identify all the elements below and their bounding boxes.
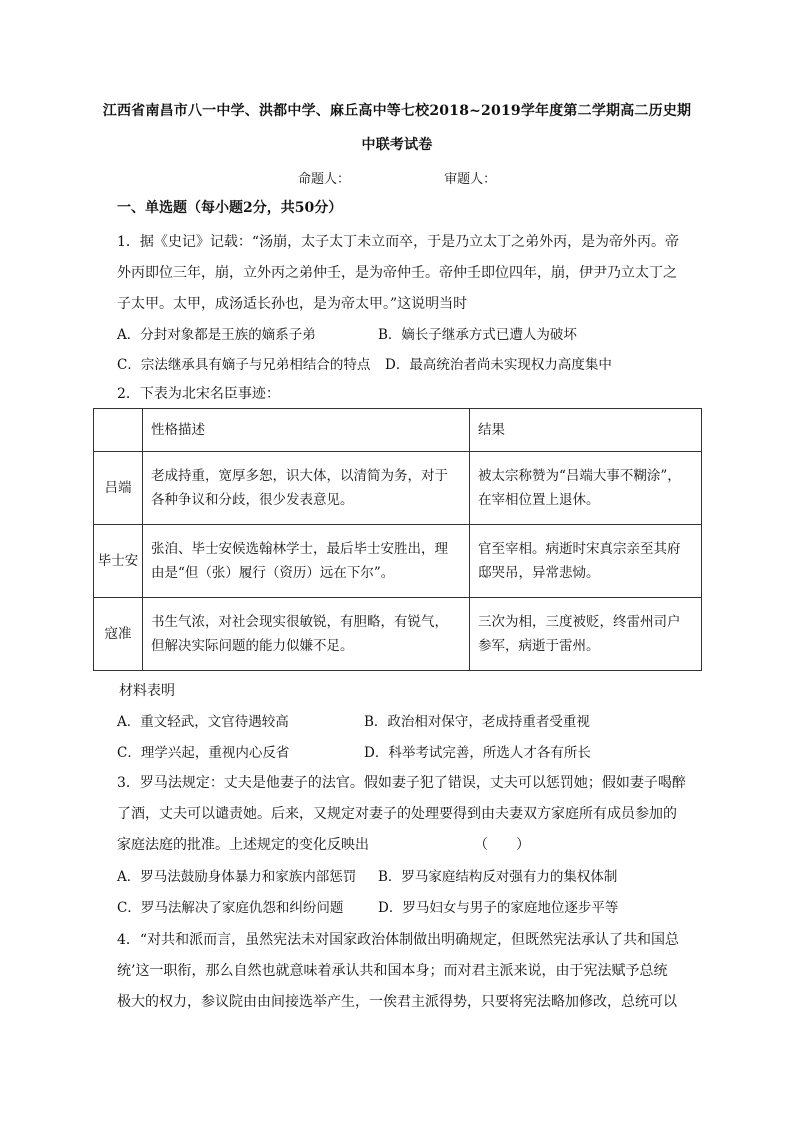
table-cell-result: 被太宗称赞为“吕端大事不糊涂”，在宰相位置上退休。: [470, 452, 702, 525]
table-row: [94, 452, 702, 525]
table-cell-desc: 张洎、毕士安候选翰林学士，最后毕士安胜出，理由是“但（张）履行（资历）远在下尔”。: [143, 525, 470, 598]
section-heading: 一、单选题（每小题2分，共50分）: [117, 200, 343, 216]
q4-line-2: 统’这一职衔，那么自然也就意味着承认共和国本身；而对君主派来说，由于宪法赋予总统: [117, 963, 668, 979]
q1-line-3: 子太甲。太甲，成汤适长孙也，是为帝太甲。”这说明当时: [117, 296, 468, 312]
officials-table: [93, 408, 702, 671]
table-cell-result: 官至宰相。病逝时宋真宗亲至其府邸哭吊，异常悲恸。: [470, 525, 702, 598]
table-header-cell: 性格描述: [143, 409, 470, 452]
q3-line-3: 家庭法庭的批准。上述规定的变化反映出 （ ）: [117, 837, 530, 853]
table-cell-name: 吕端: [94, 452, 143, 525]
q2-option-c: C．理学兴起，重视内心反省: [117, 745, 290, 761]
table-cell-result: 三次为相，三度被贬，终雷州司户参军，病逝于雷州。: [470, 598, 702, 671]
table-row: [94, 525, 702, 598]
q2-intro: 2．下表为北宋名臣事迹：: [117, 386, 280, 402]
q1-option-a: A．分封对象都是王族的嫡系子弟: [117, 327, 316, 343]
q2-stem: 材料表明: [119, 683, 175, 699]
table-header-cell: [94, 409, 143, 452]
q2-option-b: B．政治相对保守，老成持重者受重视: [364, 714, 590, 730]
table-header-row: [94, 409, 702, 452]
q1-option-d: D．最高统治者尚未实现权力高度集中: [385, 357, 612, 373]
table-cell-desc: 书生气浓，对社会现实很敏锐，有胆略，有锐气，但解决实际问题的能力似嫌不足。: [143, 598, 470, 671]
author-row: [298, 168, 496, 187]
q1-option-b: B．嫡长子继承方式已遭人为破坏: [378, 327, 577, 343]
table-cell-desc: 老成持重，宽厚多恕，识大体，以清简为务，对于各种争议和分歧，很少发表意见。: [143, 452, 470, 525]
q1-line-2: 外丙即位三年，崩，立外丙之弟仲壬，是为帝仲壬。帝仲壬即位四年，崩，伊尹乃立太丁之: [117, 265, 677, 281]
reviewer-label: 审题人：: [444, 172, 497, 187]
table-row: [94, 598, 702, 671]
table-cell-name: 寇准: [94, 598, 143, 671]
q4-line-1: 4．“对共和派而言，虽然宪法未对国家政治体制做出明确规定，但既然宪法承认了共和国总: [117, 932, 680, 948]
q3-line-2: 了酒，丈夫可以谴责她。后来，又规定对妻子的处理要得到由夫妻双方家庭所有成员参加的: [117, 806, 677, 822]
q2-option-d: D．科举考试完善，所选人才各有所长: [364, 745, 591, 761]
q3-option-a: A．罗马法鼓励身体暴力和家族内部惩罚: [117, 869, 357, 885]
setter-label: 命题人：: [298, 172, 351, 187]
exam-title-line1: 江西省南昌市八一中学、洪都中学、麻丘高中等七校2018~2019学年度第二学期高二历史期: [102, 103, 692, 119]
q3-option-c: C．罗马法解决了家庭仇怨和纠纷问题: [117, 900, 344, 916]
table-cell-name: 毕士安: [94, 525, 143, 598]
table-header-cell: 结果: [470, 409, 702, 452]
q1-option-c: C．宗法继承具有嫡子与兄弟相结合的特点: [117, 357, 371, 373]
q3-line-1: 3．罗马法规定：丈夫是他妻子的法官。假如妻子犯了错误，丈夫可以惩罚她；假如妻子喝醉: [117, 775, 686, 791]
q1-line-1: 1．据《史记》记载：“汤崩，太子太丁未立而卒，于是乃立太丁之弟外丙，是为帝外丙。帝: [117, 234, 680, 250]
q3-option-d: D．罗马妇女与男子的家庭地位逐步平等: [378, 900, 619, 916]
q2-option-a: A．重文轻武，文官待遇较高: [117, 714, 289, 730]
q4-line-3: 极大的权力，参议院由由间接选举产生，一俟君主派得势，只要将宪法略加修改，总统可以: [117, 994, 677, 1010]
exam-title-line2: 中联考试卷: [361, 137, 433, 153]
q3-option-b: B．罗马家庭结构反对强有力的集权体制: [378, 869, 618, 885]
